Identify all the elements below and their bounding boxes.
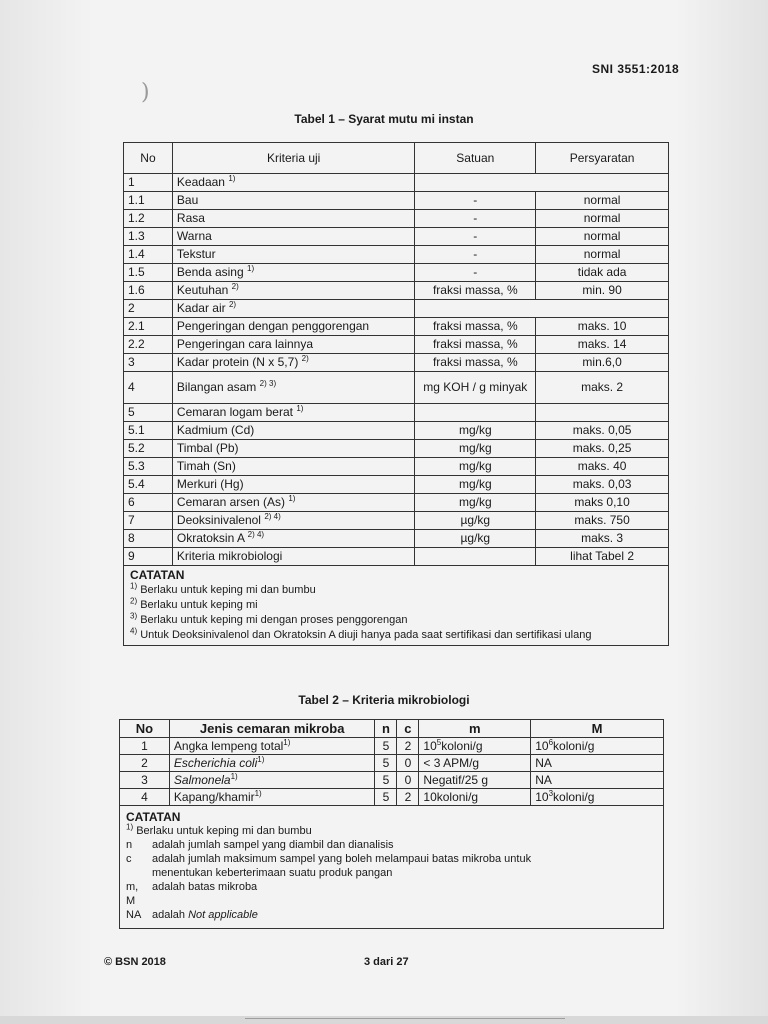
row-no: 2	[120, 755, 170, 772]
def-key: n	[126, 839, 133, 851]
row-unit	[415, 548, 536, 566]
row-criterion: Bilangan asam $^{2) 3)}$	[172, 372, 415, 404]
row-criterion: Pengeringan dengan penggorengan	[172, 318, 415, 336]
row-unit: -	[415, 192, 536, 210]
row-no: 5.3	[124, 458, 173, 476]
scan-mark: )	[141, 80, 150, 105]
row-criterion: Kadar air $^{2)}$	[172, 300, 415, 318]
row-no: 1.3	[124, 228, 173, 246]
footnote-mark: 1)	[247, 264, 255, 273]
row-criterion: Warna	[172, 228, 415, 246]
quality-requirements-table	[123, 142, 669, 646]
table1-notes-row	[124, 566, 669, 646]
row-requirement: maks. 2	[536, 372, 669, 404]
row-no: 7	[124, 512, 173, 530]
row-no: 5.4	[124, 476, 173, 494]
row-unit: -	[415, 264, 536, 282]
row-no: 9	[124, 548, 173, 566]
row-criterion: Cemaran logam berat $^{1)}$	[172, 404, 415, 422]
row-criterion: Rasa	[172, 210, 415, 228]
table1-row	[124, 404, 669, 422]
row-criterion: Keadaan $^{1)}$	[172, 174, 415, 192]
row-n: 5	[375, 789, 397, 806]
row-requirement: maks. 750	[536, 512, 669, 530]
table2-col-M: M	[531, 720, 664, 738]
row-microbe: Kapang/khamir$^{1)}$	[169, 789, 375, 806]
table1-row	[124, 300, 669, 318]
row-criterion: Okratoksin A $^{2) 4)}$	[172, 530, 415, 548]
row-M: NA	[531, 755, 664, 772]
row-requirement: maks. 0,03	[536, 476, 669, 494]
table2-definition: c adalah jumlah maksimum sampel yang boleh melampaui batas mikroba untuk menentukan keberterimaan suatu produk pangan	[126, 853, 532, 879]
row-unit: mg/kg	[415, 422, 536, 440]
table2-row	[120, 755, 664, 772]
row-criterion: Keutuhan $^{2)}$	[172, 282, 415, 300]
row-m: $10^5koloni/g$	[419, 738, 531, 755]
table1-row	[124, 372, 669, 404]
footer-copyright: © BSN 2018	[104, 956, 166, 968]
table1-notes-heading: CATATAN	[130, 568, 185, 582]
footnote-mark: 1)	[283, 737, 291, 747]
table2-col-n: n	[375, 720, 397, 738]
table1-row	[124, 476, 669, 494]
row-requirement: maks. 10	[536, 318, 669, 336]
table1-col-unit: Satuan	[415, 143, 536, 174]
row-unit: mg/kg	[415, 440, 536, 458]
row-requirement: min.6,0	[536, 354, 669, 372]
table2-notes	[120, 806, 664, 929]
row-no: 8	[124, 530, 173, 548]
row-M: $10^3koloni/g$	[531, 789, 664, 806]
row-requirement: normal	[536, 246, 669, 264]
table2-row	[120, 738, 664, 755]
row-unit: mg/kg	[415, 494, 536, 512]
row-m: < 3 APM/g	[419, 755, 531, 772]
footnote-mark: 2)	[231, 282, 239, 291]
table2-note-1: $^{1)}$ Berlaku untuk keping mi dan bumbu	[126, 822, 312, 837]
row-no: 1.2	[124, 210, 173, 228]
row-requirement	[536, 404, 669, 422]
table1-row	[124, 354, 669, 372]
table2-col-microbe: Jenis cemaran mikroba	[169, 720, 375, 738]
footnote-mark: 2)	[228, 300, 237, 309]
row-M: $10^6koloni/g$	[531, 738, 664, 755]
row-requirement: min. 90	[536, 282, 669, 300]
row-no: 1.6	[124, 282, 173, 300]
row-no: 5.1	[124, 422, 173, 440]
table1-row	[124, 210, 669, 228]
footnote-mark: 1)	[296, 404, 304, 413]
row-no: 4	[120, 789, 170, 806]
row-no: 1.4	[124, 246, 173, 264]
table1-note: $^{2)}$ Berlaku untuk keping mi	[130, 596, 258, 611]
row-microbe: Salmonela$^{1)}$	[169, 772, 375, 789]
table1-row	[124, 530, 669, 548]
row-m: Negatif/25 g	[419, 772, 531, 789]
row-no: 2.2	[124, 336, 173, 354]
table2-header-row	[120, 720, 664, 738]
row-criterion: Pengeringan cara lainnya	[172, 336, 415, 354]
row-criterion: Timah (Sn)	[172, 458, 415, 476]
table2-row	[120, 772, 664, 789]
row-criterion: Benda asing $^{1)}$	[172, 264, 415, 282]
table1-col-requirement: Persyaratan	[536, 143, 669, 174]
row-requirement: maks. 40	[536, 458, 669, 476]
table2-notes-heading: CATATAN	[126, 810, 181, 824]
row-criterion: Merkuri (Hg)	[172, 476, 415, 494]
row-unit: -	[415, 246, 536, 264]
row-unit: mg/kg	[415, 476, 536, 494]
row-no: 5.2	[124, 440, 173, 458]
table1-row	[124, 548, 669, 566]
table1-row	[124, 264, 669, 282]
footnote-mark: 2) 4)	[264, 512, 281, 521]
row-no: 5	[124, 404, 173, 422]
footnote-mark: 2) 3)	[259, 379, 277, 388]
footnote-mark: 2)	[301, 354, 309, 363]
table1-row	[124, 494, 669, 512]
row-criterion: Kadar protein (N x 5,7) $^{2)}$	[172, 354, 415, 372]
row-requirement: normal	[536, 192, 669, 210]
row-requirement: normal	[536, 210, 669, 228]
row-unit: µg/kg	[415, 512, 536, 530]
row-requirement: lihat Tabel 2	[536, 548, 669, 566]
row-c: 2	[397, 789, 419, 806]
def-key: c	[126, 853, 132, 865]
table1-row	[124, 512, 669, 530]
table1-row	[124, 440, 669, 458]
row-no: 3	[124, 354, 173, 372]
row-criterion: Tekstur	[172, 246, 415, 264]
microbiology-criteria-table	[119, 719, 664, 929]
row-unit: fraksi massa, %	[415, 354, 536, 372]
table2-col-c: c	[397, 720, 419, 738]
row-no: 6	[124, 494, 173, 512]
table1-row	[124, 246, 669, 264]
row-requirement: maks. 3	[536, 530, 669, 548]
row-microbe: Angka lempeng total$^{1)}$	[169, 738, 375, 755]
row-criterion: Bau	[172, 192, 415, 210]
table1-col-criterion: Kriteria uji	[172, 143, 415, 174]
row-unit	[415, 404, 536, 422]
table1-title: Tabel 1 – Syarat mutu mi instan	[294, 112, 474, 126]
table2-title: Tabel 2 – Kriteria mikrobiologi	[298, 693, 470, 707]
table1-note: $^{1)}$ Berlaku untuk keping mi dan bumbu	[130, 581, 316, 596]
footnote-mark: 1)	[288, 494, 296, 503]
footer-page-number: 3 dari 27	[364, 956, 409, 968]
table1-notes	[124, 566, 669, 646]
standard-code: SNI 3551:2018	[592, 62, 680, 76]
table1-row	[124, 422, 669, 440]
row-requirement: normal	[536, 228, 669, 246]
row-M: NA	[531, 772, 664, 789]
table2-col-no: No	[120, 720, 170, 738]
row-criterion: Deoksinivalenol $^{2) 4)}$	[172, 512, 415, 530]
row-requirement: maks. 14	[536, 336, 669, 354]
row-no: 4	[124, 372, 173, 404]
row-criterion: Kadmium (Cd)	[172, 422, 415, 440]
table1-header-row	[124, 143, 669, 174]
row-empty	[415, 174, 669, 192]
row-criterion: Timbal (Pb)	[172, 440, 415, 458]
row-no: 1.1	[124, 192, 173, 210]
row-unit: mg KOH / g minyak	[415, 372, 536, 404]
row-c: 0	[397, 755, 419, 772]
row-criterion: Kriteria mikrobiologi	[172, 548, 415, 566]
footnote-mark: 1)	[230, 771, 238, 781]
row-no: 1.5	[124, 264, 173, 282]
row-requirement: maks 0,10	[536, 494, 669, 512]
row-n: 5	[375, 738, 397, 755]
def-key: NA	[126, 909, 142, 921]
row-no: 2	[124, 300, 173, 318]
table1-note: $^{4)}$ Untuk Deoksinivalenol dan Okratoksin A diuji hanya pada saat sertifikasi dan sertifikasi ulang	[130, 626, 592, 641]
row-requirement: tidak ada	[536, 264, 669, 282]
row-n: 5	[375, 772, 397, 789]
row-criterion: Cemaran arsen (As) $^{1)}$	[172, 494, 415, 512]
row-unit: fraksi massa, %	[415, 282, 536, 300]
table2-definition: n adalah jumlah sampel yang diambil dan dianalisis	[126, 839, 394, 851]
row-no: 1	[120, 738, 170, 755]
row-no: 1	[124, 174, 173, 192]
row-n: 5	[375, 755, 397, 772]
footnote-mark: 1)	[228, 174, 236, 183]
row-unit: -	[415, 210, 536, 228]
footnote-mark: 1)	[254, 788, 262, 798]
row-c: 0	[397, 772, 419, 789]
table1-row	[124, 318, 669, 336]
row-requirement: maks. 0,25	[536, 440, 669, 458]
table1-row	[124, 192, 669, 210]
table1-row	[124, 282, 669, 300]
table2-def-na: NA adalah Not applicable	[126, 909, 258, 921]
table1-row	[124, 228, 669, 246]
table1-col-no: No	[124, 143, 173, 174]
table2-col-m: m	[419, 720, 531, 738]
def-key: m, M	[126, 881, 139, 907]
row-c: 2	[397, 738, 419, 755]
row-requirement: maks. 0,05	[536, 422, 669, 440]
row-m: 10koloni/g	[419, 789, 531, 806]
footnote-mark: 2) 4)	[247, 530, 265, 539]
table2-definition: m, M adalah batas mikroba	[126, 881, 258, 907]
row-unit: -	[415, 228, 536, 246]
table1-row	[124, 174, 669, 192]
table1-note: $^{3)}$ Berlaku untuk keping mi dengan proses penggorengan	[130, 611, 408, 626]
row-microbe: Escherichia coli$^{1)}$	[169, 755, 375, 772]
row-unit: mg/kg	[415, 458, 536, 476]
table2-notes-row	[120, 806, 664, 929]
table2-row	[120, 789, 664, 806]
row-no: 2.1	[124, 318, 173, 336]
table1-row	[124, 458, 669, 476]
row-no: 3	[120, 772, 170, 789]
row-unit: fraksi massa, %	[415, 336, 536, 354]
row-unit: µg/kg	[415, 530, 536, 548]
page-edge-line	[245, 1018, 565, 1019]
row-empty	[415, 300, 669, 318]
footnote-mark: 1)	[257, 754, 265, 764]
table1-row	[124, 336, 669, 354]
row-unit: fraksi massa, %	[415, 318, 536, 336]
